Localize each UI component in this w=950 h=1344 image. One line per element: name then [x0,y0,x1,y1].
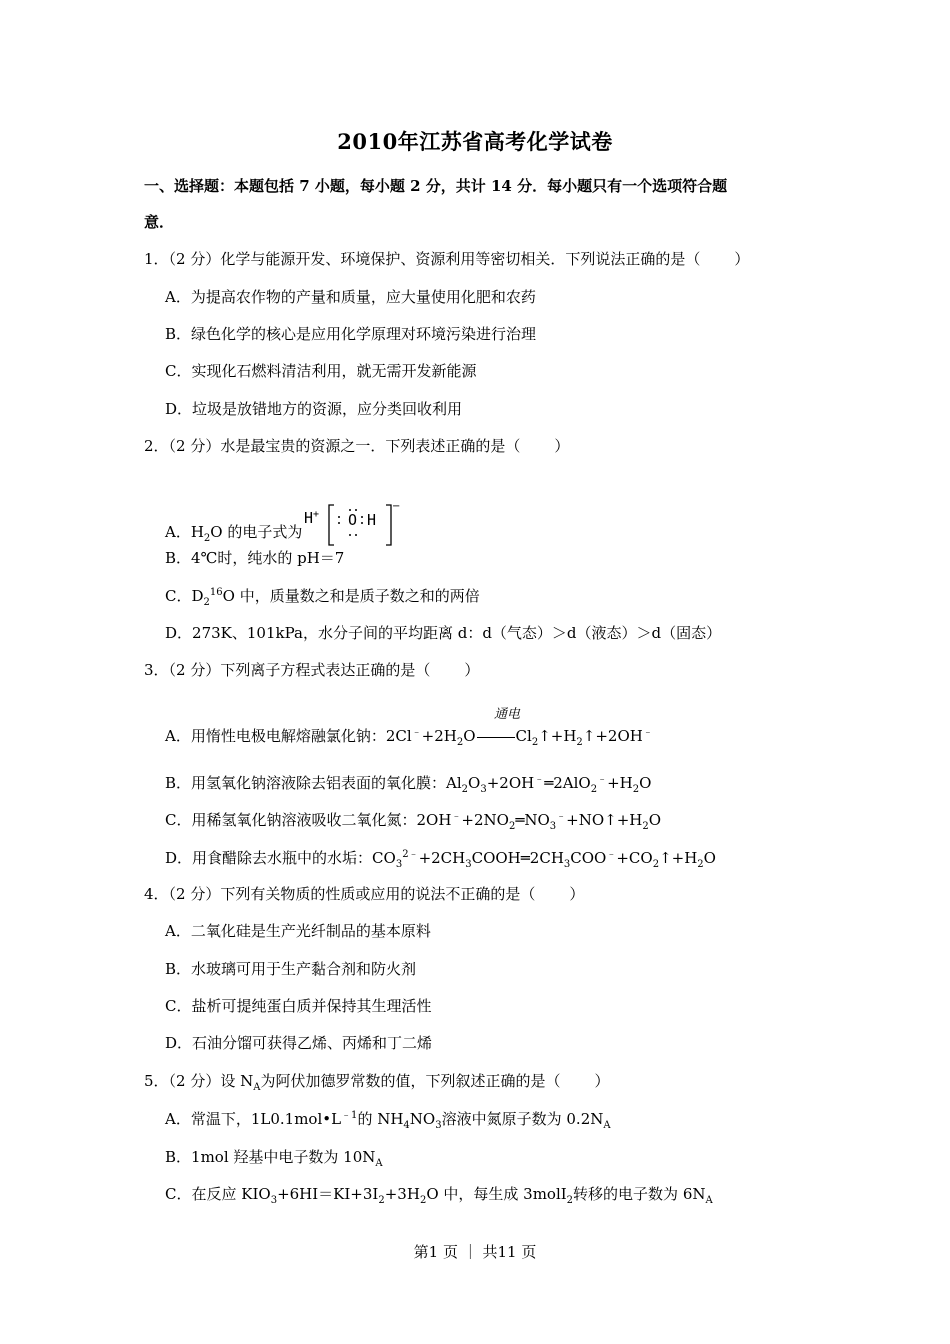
question-4-option-c: C．盐析可提纯蛋白质并保持其生理活性 [165,997,432,1015]
formula-h-plus: H+ [304,509,320,527]
section-heading: 一、选择题：本题包括 7 小题，每小题 2 分，共计 14 分．每小题只有一个选项符合题 [144,177,728,195]
question-1-option-d: D．垃圾是放错地方的资源，应分类回收利用 [165,400,463,418]
question-4-stem: 4．（2 分）下列有关物质的性质或应用的说法不正确的是（ ） [144,885,585,903]
question-5-option-a: A．常温下，$1L0.1mol•L^{﹣1}$的 $NH_4NO_3$溶液中氮原子数为 $0.2N_A$ [165,1110,611,1131]
question-4-option-a: A．二氧化硅是生产光纤制品的基本原料 [165,922,431,940]
reaction-line [477,737,515,738]
question-2-option-a: A．$H_2O$ 的电子式为 H+ O H − [165,508,400,558]
question-4-option-b: B．水玻璃可用于生产黏合剂和防火剂 [165,960,417,978]
question-2-option-b: B．4℃时，纯水的 pH＝7 [165,549,345,567]
question-3-stem: 3．（2 分）下列离子方程式表达正确的是（ ） [144,661,480,679]
question-1-stem: 1．（2 分）化学与能源开发、环境保护、资源利用等密切相关．下列说法正确的是（ ） [144,250,750,268]
question-1-option-b: B．绿色化学的核心是应用化学原理对环境污染进行治理 [165,325,537,343]
section-heading-continued: 意． [144,213,175,231]
question-1-option-c: C．实现化石燃料清洁利用，就无需开发新能源 [165,362,477,380]
question-3-option-c: C．用稀氢氧化钠溶液吸收二氧化氮：$2OH^﹣+2NO_2═NO_3^﹣+NO↑+H_2O$ [165,811,662,832]
question-5-option-c: C．在反应 $KIO_3+6HI=KI+3I_2+3H_2O$ 中，每生成 3molI$_2$转移的电子数为 $6N_A$ [165,1185,713,1206]
question-5-option-b: B．1mol 羟基中电子数为 $10N_A$ [165,1148,383,1169]
question-2-option-c: C．$D_2^{16}O$ 中，质量数之和是质子数之和的两倍 [165,587,480,608]
question-5-stem: 5．（2 分）设 $N_A$为阿伏加德罗常数的值，下列叙述正确的是（ ） [144,1072,610,1093]
question-1-option-a: A．为提高农作物的产量和质量，应大量使用化肥和农药 [165,288,536,306]
formula-minus: − [392,501,401,512]
question-3-option-d: D．用食醋除去水瓶中的水垢：$CO_3^{2﹣}+2CH_3COOH═2CH_3COO^﹣+CO_2↑+H_2O$ [165,849,716,870]
formula-h: H [367,511,377,529]
electron-formula-image [304,501,400,551]
page-title: 2010年江苏省高考化学试卷 [337,129,613,154]
page-footer: 第1 页 ｜ 共11 页 [413,1243,537,1261]
question-3-option-a: A．用惰性电极电解熔融氯化钠：$2Cl^﹣+2H_2O$ $Cl_2↑+H_2↑+2OH^﹣$ [165,727,653,748]
question-4-option-d: D．石油分馏可获得乙烯、丙烯和丁二烯 [165,1034,433,1052]
question-2-stem: 2．（2 分）水是最宝贵的资源之一．下列表述正确的是（ ） [144,437,570,455]
electrolysis-condition: 通电 [494,707,521,722]
question-3-option-b: B．用氢氧化钠溶液除去铝表面的氧化膜：$Al_2O_3+2OH^﹣═2AlO_2^﹣+H_2O$ [165,774,652,795]
question-2-option-d: D．273K、101kPa，水分子间的平均距离 d：d（气态）＞d（液态）＞d（固态） [165,624,722,642]
formula-o: O [348,511,358,529]
